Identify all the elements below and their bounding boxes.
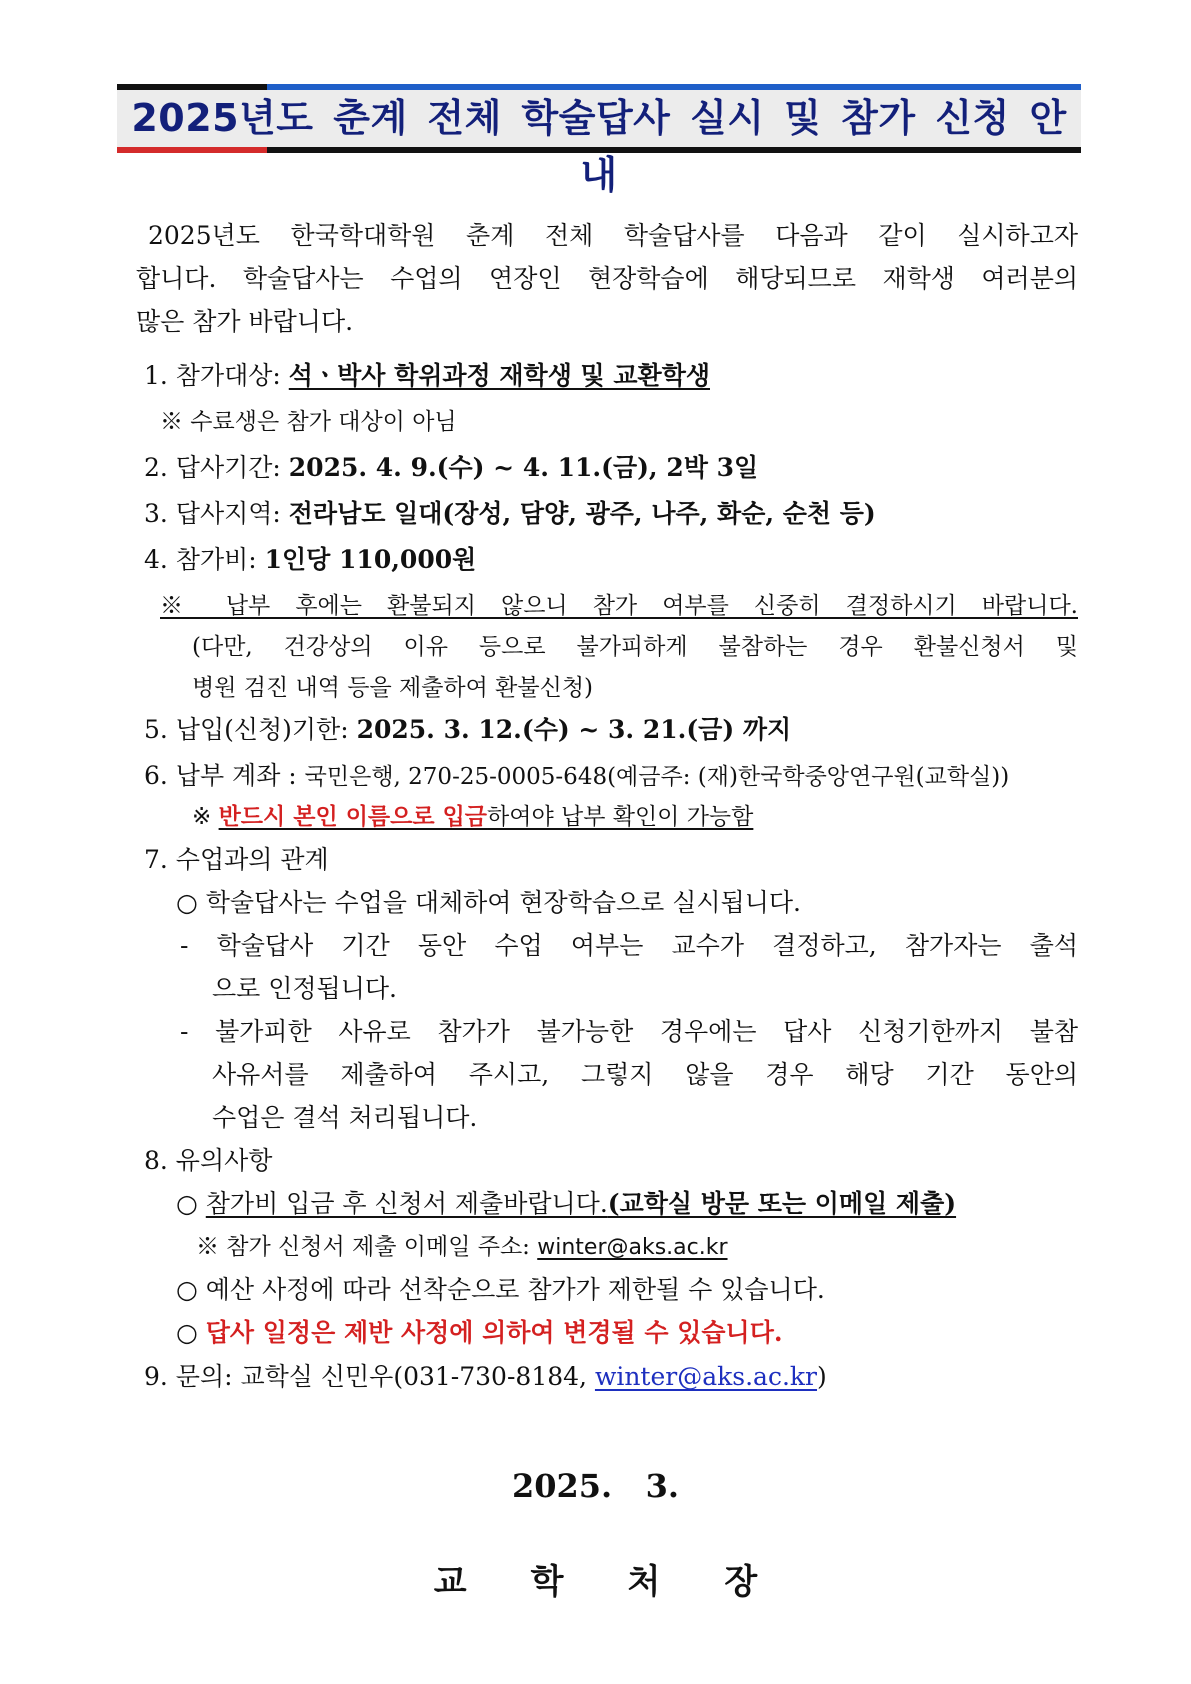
item-9-label: 9. 문의: bbox=[144, 1362, 233, 1391]
item-7-dash-2b: 사유서를 제출하여 주시고, 그렇지 않을 경우 해당 기간 동안의 bbox=[212, 1060, 1078, 1089]
item-4-note-3: 병원 검진 내역 등을 제출하여 환불신청) bbox=[192, 675, 594, 701]
item-2-label: 2. 답사기간: bbox=[144, 453, 281, 482]
item-1-note: ※ 수료생은 참가 대상이 아님 bbox=[160, 409, 457, 435]
item-6-note-body bbox=[219, 804, 754, 830]
item-8-bullet-1-mark: ○ bbox=[176, 1189, 198, 1218]
item-7-dash-2a: - 불가피한 사유로 참가가 불가능한 경우에는 답사 신청기한까지 불참 bbox=[180, 1017, 1078, 1046]
item-6-label: 6. 납부 계좌 : bbox=[144, 761, 297, 790]
intro-line-3: 많은 참가 바랍니다. bbox=[136, 307, 354, 336]
item-6-note-red: 반드시 본인 이름으로 입금 bbox=[218, 803, 488, 830]
item-8-bullet-3 bbox=[176, 1316, 783, 1350]
item-6 bbox=[144, 759, 1009, 794]
item-8-bullet-1 bbox=[176, 1187, 956, 1221]
item-8-bullet-1-text: 참가비 입금 후 신청서 제출바랍니다. bbox=[205, 1189, 608, 1218]
item-3-value: 전라남도 일대(장성, 담양, 광주, 나주, 화순, 순천 등) bbox=[288, 499, 876, 528]
item-3-label: 3. 답사지역: bbox=[144, 499, 281, 528]
item-2-value: 2025. 4. 9.(수) ~ 4. 11.(금), 2박 3일 bbox=[288, 453, 759, 482]
item-4-label: 4. 참가비: bbox=[144, 545, 257, 574]
item-8-email-note-label: ※ 참가 신청서 제출 이메일 주소: bbox=[196, 1234, 530, 1260]
intro-line-2: 합니다. 학술답사는 수업의 연장인 현장학습에 해당되므로 재학생 여러분의 bbox=[136, 264, 1078, 293]
item-7-label: 7. 수업과의 관계 bbox=[144, 845, 329, 874]
item-3 bbox=[144, 497, 876, 531]
item-7-bullet: ○ 학술답사는 수업을 대체하여 현장학습으로 실시됩니다. bbox=[176, 888, 801, 917]
item-9 bbox=[144, 1360, 827, 1394]
item-8-bullet-3-mark: ○ bbox=[176, 1318, 198, 1347]
item-8-bullet-1-bold: (교학실 방문 또는 이메일 제출) bbox=[607, 1189, 957, 1218]
item-7-dash-1b: 으로 인정됩니다. bbox=[212, 974, 397, 1003]
item-6-value: 국민은행, 270-25-0005-648(예금주: (재)한국학중앙연구원(교학실)) bbox=[304, 764, 1010, 790]
item-5-label: 5. 납입(신청)기한: bbox=[144, 715, 349, 744]
item-1 bbox=[144, 359, 710, 393]
item-2 bbox=[144, 451, 758, 485]
intro-line-1: 2025년도 한국학대학원 춘계 전체 학술답사를 다음과 같이 실시하고자 bbox=[148, 221, 1078, 250]
item-8-email-note bbox=[196, 1230, 728, 1265]
item-4-note-1: ※ 납부 후에는 환불되지 않으니 참가 여부를 신중히 결정하시기 바랍니다. bbox=[160, 593, 1078, 619]
item-6-note-rest: 하여야 납부 확인이 가능함 bbox=[487, 804, 754, 830]
document-title: 2025년도 춘계 전체 학술답사 실시 및 참가 신청 안내 bbox=[131, 96, 1067, 197]
title-bottom-rule bbox=[117, 147, 1081, 153]
item-8-label: 8. 유의사항 bbox=[144, 1146, 273, 1175]
item-4-note-2: (다만, 건강상의 이유 등으로 불가피하게 불참하는 경우 환불신청서 및 bbox=[192, 634, 1078, 660]
item-8-bullet-2: ○ 예산 사정에 따라 선착순으로 참가가 제한될 수 있습니다. bbox=[176, 1275, 825, 1304]
title-banner bbox=[117, 84, 1081, 197]
item-8-bullet-3-red: 답사 일정은 제반 사정에 의하여 변경될 수 있습니다. bbox=[205, 1318, 783, 1347]
item-9-contact: 교학실 신민우(031-730-8184, bbox=[240, 1362, 587, 1391]
item-1-value: 석ㆍ박사 학위과정 재학생 및 교환학생 bbox=[288, 361, 710, 390]
item-6-note-mark: ※ bbox=[192, 804, 212, 830]
document-date: 2025. 3. bbox=[511, 1467, 680, 1505]
item-7-dash-2c: 수업은 결석 처리됩니다. bbox=[212, 1103, 478, 1132]
item-4 bbox=[144, 543, 476, 577]
item-9-close: ) bbox=[817, 1362, 827, 1391]
item-9-email-link[interactable]: winter@aks.ac.kr bbox=[594, 1362, 818, 1391]
item-8-email[interactable]: winter@aks.ac.kr bbox=[537, 1235, 728, 1260]
item-1-label: 1. 참가대상: bbox=[144, 361, 281, 390]
item-4-value: 1인당 110,000원 bbox=[264, 545, 477, 574]
item-5-value: 2025. 3. 12.(수) ~ 3. 21.(금) 까지 bbox=[356, 715, 792, 744]
item-5 bbox=[144, 713, 791, 747]
item-7-dash-1a: - 학술답사 기간 동안 수업 여부는 교수가 결정하고, 참가자는 출석 bbox=[180, 931, 1078, 960]
signature: 교학처장 bbox=[433, 1562, 822, 1602]
item-8-bullet-1-body bbox=[206, 1189, 956, 1218]
item-6-note bbox=[192, 800, 753, 834]
